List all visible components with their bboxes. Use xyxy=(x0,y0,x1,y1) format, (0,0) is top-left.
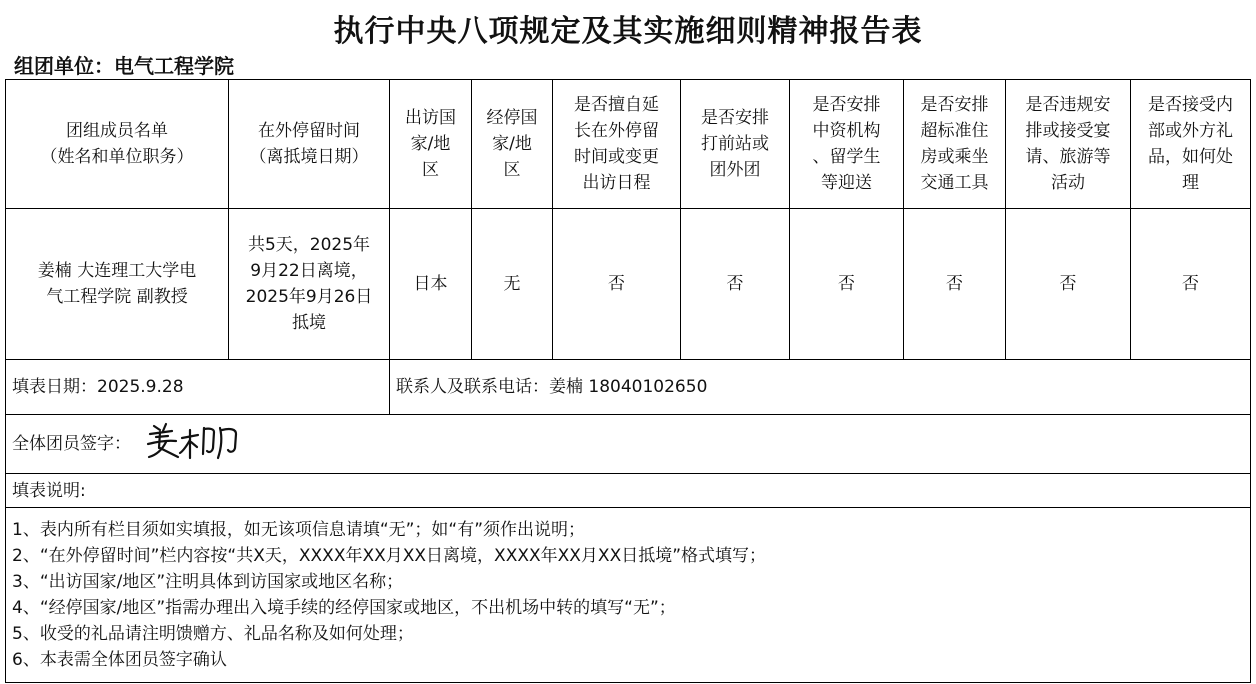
contact-info: 联系人及联系电话：姜楠 18040102650 xyxy=(390,360,1251,415)
notes-list xyxy=(6,508,1251,683)
signature-cell xyxy=(6,415,1251,474)
header-banquet: 是否违规安 排或接受宴 请、旅游等 活动 xyxy=(1006,80,1131,209)
header-gifts: 是否接受内 部或外方礼 品，如何处 理 xyxy=(1131,80,1251,209)
handwritten-signature xyxy=(146,420,242,468)
cell-member: 姜楠 大连理工大学电 气工程学院 副教授 xyxy=(6,209,229,360)
header-member: 团组成员名单 （姓名和单位职务） xyxy=(6,80,229,209)
cell-stay-time: 共5天，2025年 9月22日离境， 2025年9月26日 抵境 xyxy=(229,209,390,360)
cell-banquet: 否 xyxy=(1006,209,1131,360)
cell-reception: 否 xyxy=(790,209,904,360)
form-title: 执行中央八项规定及其实施细则精神报告表 xyxy=(333,14,923,49)
report-table xyxy=(5,79,1251,683)
date-contact-row xyxy=(6,360,1251,415)
signature-label: 全体团员签字： xyxy=(12,434,131,455)
notes-title: 填表说明: xyxy=(6,474,1251,508)
note-item: 5、收受的礼品请注明馈赠方、礼品名称及如何处理； xyxy=(12,624,414,645)
header-reception: 是否安排 中资机构 、留学生 等迎送 xyxy=(790,80,904,209)
note-item: 2、“在外停留时间”栏内容按“共X天，XXXX年XX月XX日离境，XXXX年XX月XX日抵境”格式填写； xyxy=(12,546,767,567)
cell-gifts: 否 xyxy=(1131,209,1251,360)
note-item: 1、表内所有栏目须如实填报，如无该项信息请填“无”；如“有”须作出说明； xyxy=(12,520,586,541)
header-stay-time: 在外停留时间 （离抵境日期） xyxy=(229,80,390,209)
signature-row xyxy=(6,415,1251,474)
cell-transit-country: 无 xyxy=(472,209,553,360)
notes-row xyxy=(6,508,1251,683)
cell-housing: 否 xyxy=(904,209,1006,360)
header-transit-country: 经停国 家/地 区 xyxy=(472,80,553,209)
header-pre-station: 是否安排 打前站或 团外团 xyxy=(681,80,790,209)
header-visit-country: 出访国 家/地 区 xyxy=(390,80,472,209)
note-item: 6、本表需全体团员签字确认 xyxy=(12,650,227,671)
header-row xyxy=(6,80,1251,209)
header-housing: 是否安排 超标准住 房或乘坐 交通工具 xyxy=(904,80,1006,209)
cell-visit-country: 日本 xyxy=(390,209,472,360)
note-item: 4、“经停国家/地区”指需办理出入境手续的经停国家或地区，不出机场中转的填写“无”； xyxy=(12,598,676,619)
table-row xyxy=(6,209,1251,360)
note-item: 3、“出访国家/地区”注明具体到访国家或地区名称； xyxy=(12,572,404,593)
header-extend-stay: 是否擅自延 长在外停留 时间或变更 出访日程 xyxy=(553,80,681,209)
organizing-unit-label: 组团单位：电气工程学院 xyxy=(14,54,234,78)
signature-image xyxy=(146,420,242,460)
notes-title-row xyxy=(6,474,1251,508)
cell-extend-stay: 否 xyxy=(553,209,681,360)
cell-pre-station: 否 xyxy=(681,209,790,360)
fill-date: 填表日期：2025.9.28 xyxy=(6,360,390,415)
